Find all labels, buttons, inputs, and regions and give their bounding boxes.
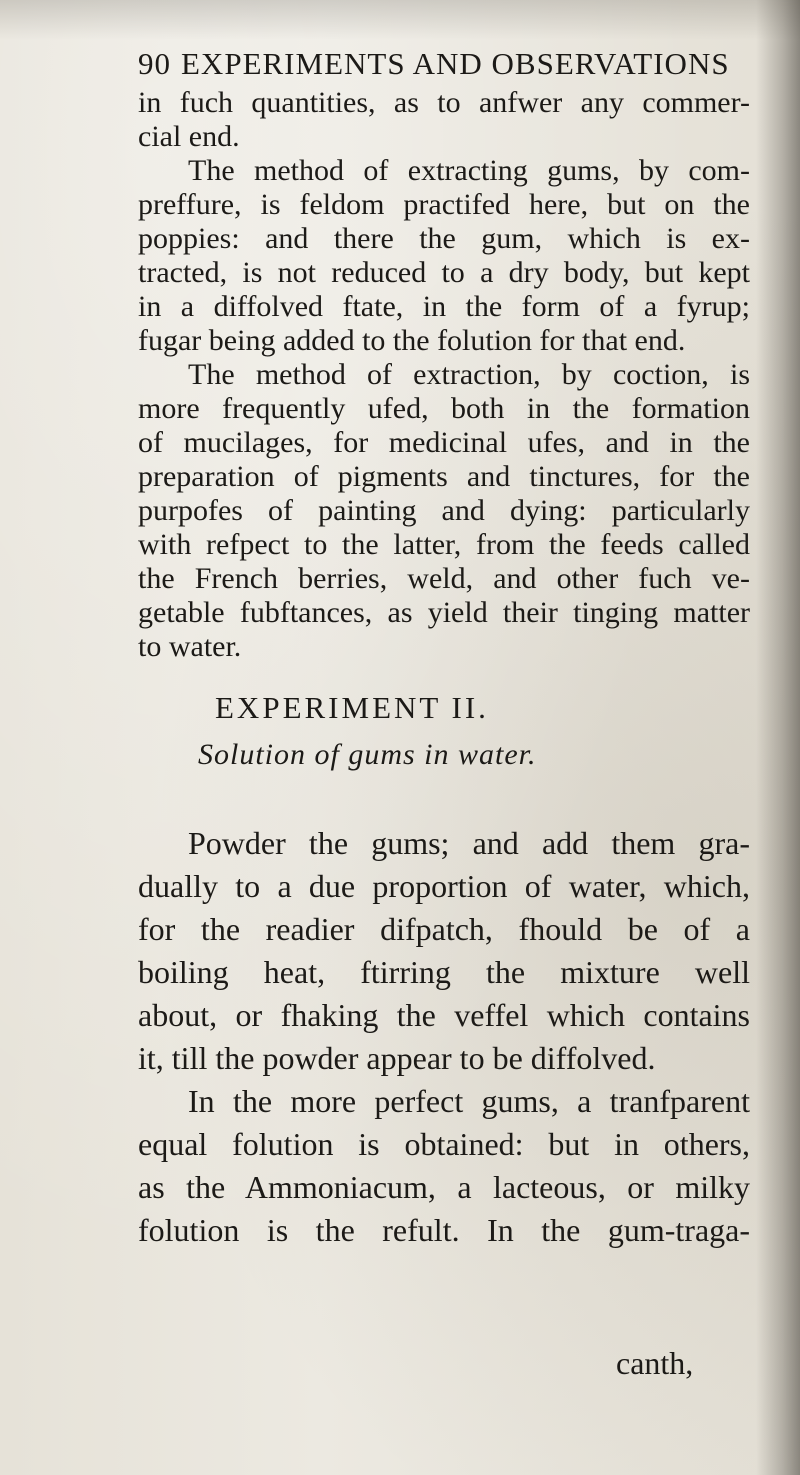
text-block-top [138,86,750,664]
text-line: fugar being added to the folution for that end. [138,324,686,357]
running-title: EXPERIMENTS AND OBSERVATIONS [181,46,730,81]
text-line: it, till the powder appear to be diffolved. [138,1040,656,1076]
page-number: 90 [138,46,171,81]
experiment-subheading: Solution of gums in water. [198,738,537,771]
text-line: with refpect to the latter, from the feeds called [138,528,750,561]
text-line: tracted, is not reduced to a dry body, but kept [138,256,750,289]
text-line: the French berries, weld, and other fuch ve- [138,562,750,595]
text-line: In the more perfect gums, a tranfparent [188,1083,750,1119]
text-line: dually to a due proportion of water, which, [138,868,750,904]
text-line: folution is the refult. In the gum-traga- [138,1212,750,1248]
catchword: canth, [616,1345,694,1381]
text-line: The method of extraction, by coction, is [188,358,750,391]
text-line: The method of extracting gums, by com- [188,154,750,187]
text-line: poppies: and there the gum, which is ex- [138,222,750,255]
text-line: Powder the gums; and add them gra- [188,825,750,861]
text-line: in fuch quantities, as to anfwer any commer- [138,86,750,119]
text-line: preparation of pigments and tinctures, for the [138,460,750,493]
text-line: to water. [138,630,242,663]
experiment-heading: EXPERIMENT II. [215,690,489,725]
text-line: for the readier difpatch, fhould be of a [138,911,750,947]
page-top-shadow [0,0,800,40]
page-gutter-shadow [756,0,800,1475]
text-line: cial end. [138,120,240,153]
text-line: of mucilages, for medicinal ufes, and in the [138,426,750,459]
text-line: purpofes of painting and dying: particularly [138,494,750,527]
text-line: equal folution is obtained: but in others, [138,1126,750,1162]
text-line: boiling heat, ftirring the mixture well [138,954,750,990]
text-block-bottom [138,822,750,1252]
text-line: getable fubftances, as yield their tinging matter [138,596,750,629]
text-line: as the Ammoniacum, a lacteous, or milky [138,1169,750,1205]
text-line: more frequently ufed, both in the formation [138,392,750,425]
text-line: in a diffolved ftate, in the form of a fyrup; [138,290,750,323]
running-head [138,46,758,82]
text-line: about, or fhaking the veffel which contains [138,997,750,1033]
text-line: preffure, is feldom practifed here, but on the [138,188,750,221]
